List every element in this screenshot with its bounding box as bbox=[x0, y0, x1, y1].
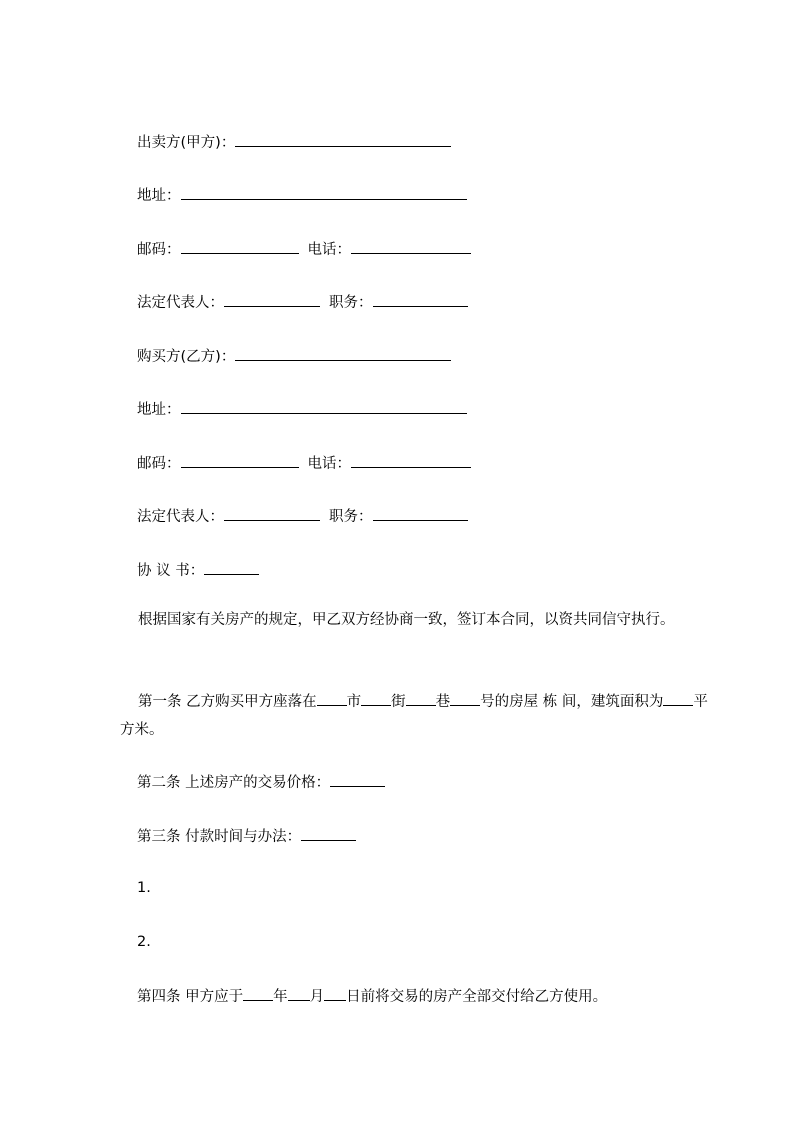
intro-paragraph: 根据国家有关房产的规定，甲乙双方经协商一致，签订本合同，以资共同信守执行。 bbox=[138, 612, 675, 628]
seller-address-blank[interactable] bbox=[181, 185, 467, 200]
month-blank[interactable] bbox=[288, 986, 310, 1001]
seller-postcode-label: 邮码： bbox=[137, 242, 181, 258]
seller-name-blank[interactable] bbox=[235, 132, 451, 147]
buyer-name-blank[interactable] bbox=[235, 346, 451, 361]
number-blank[interactable] bbox=[450, 691, 480, 706]
buyer-position-blank[interactable] bbox=[373, 506, 468, 521]
seller-legal-rep-label: 法定代表人： bbox=[137, 295, 224, 311]
seller-rep-row bbox=[137, 292, 468, 313]
buyer-phone-label: 电话： bbox=[307, 456, 351, 472]
buyer-legal-rep-label: 法定代表人： bbox=[137, 509, 224, 525]
buyer-legal-rep-blank[interactable] bbox=[224, 506, 320, 521]
article-1 bbox=[120, 688, 716, 744]
seller-postcode-blank[interactable] bbox=[181, 239, 299, 254]
seller-position-label: 职务： bbox=[329, 295, 373, 311]
item-1: 1. bbox=[137, 880, 151, 896]
payment-blank[interactable] bbox=[301, 826, 356, 841]
street-blank[interactable] bbox=[361, 691, 391, 706]
buyer-name-row bbox=[137, 346, 451, 367]
buyer-address-blank[interactable] bbox=[181, 399, 467, 414]
city-label: 市 bbox=[346, 694, 362, 710]
article-2-text: 第二条 上述房产的交易价格： bbox=[137, 775, 331, 791]
lane-blank[interactable] bbox=[406, 691, 436, 706]
seller-label: 出卖方(甲方)： bbox=[137, 135, 236, 151]
day-blank[interactable] bbox=[324, 986, 346, 1001]
area-unit: 平方米。 bbox=[120, 694, 708, 738]
seller-legal-rep-blank[interactable] bbox=[224, 292, 320, 307]
price-blank[interactable] bbox=[330, 772, 385, 787]
article-4-row bbox=[137, 986, 607, 1007]
seller-phone-blank[interactable] bbox=[351, 239, 471, 254]
buyer-postcode-blank[interactable] bbox=[181, 453, 299, 468]
seller-phone-label: 电话： bbox=[307, 242, 351, 258]
seller-name-row bbox=[137, 132, 451, 153]
seller-position-blank[interactable] bbox=[373, 292, 468, 307]
article-3-text: 第三条 付款时间与办法： bbox=[137, 829, 302, 845]
article-2-row bbox=[137, 772, 385, 793]
buyer-postcode-label: 邮码： bbox=[137, 456, 181, 472]
month-label: 月 bbox=[309, 989, 325, 1005]
city-blank[interactable] bbox=[317, 691, 347, 706]
article-1-text: 第一条 乙方购买甲方座落在 bbox=[138, 694, 317, 710]
buyer-phone-blank[interactable] bbox=[351, 453, 471, 468]
year-blank[interactable] bbox=[243, 986, 273, 1001]
buyer-address-row bbox=[137, 399, 467, 420]
buyer-contact-row bbox=[137, 453, 471, 474]
agreement-label: 协 议 书： bbox=[137, 563, 205, 579]
article-3-row bbox=[137, 826, 356, 847]
number-text: 号的房屋 栋 间，建筑面积为 bbox=[480, 694, 664, 710]
article-4-rest: 日前将交易的房产全部交付给乙方使用。 bbox=[346, 989, 608, 1005]
year-label: 年 bbox=[273, 989, 288, 1005]
agreement-row bbox=[137, 560, 259, 581]
seller-address-label: 地址： bbox=[137, 188, 181, 204]
seller-address-row bbox=[137, 185, 467, 206]
article-4-text: 第四条 甲方应于 bbox=[137, 989, 244, 1005]
agreement-blank[interactable] bbox=[204, 560, 259, 575]
buyer-position-label: 职务： bbox=[329, 509, 373, 525]
item-2: 2. bbox=[137, 934, 151, 950]
area-blank[interactable] bbox=[663, 691, 693, 706]
seller-contact-row bbox=[137, 239, 471, 260]
street-label: 街 bbox=[391, 694, 406, 710]
buyer-rep-row bbox=[137, 506, 468, 527]
lane-label: 巷 bbox=[435, 694, 451, 710]
buyer-label: 购买方(乙方)： bbox=[137, 349, 236, 365]
buyer-address-label: 地址： bbox=[137, 402, 181, 418]
